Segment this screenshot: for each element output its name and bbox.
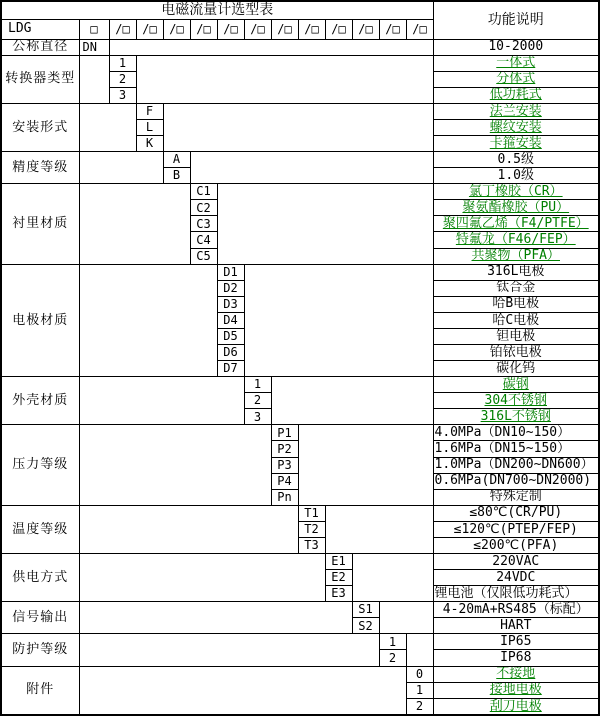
option-desc-cell: 1.0级 (433, 168, 599, 184)
spacer-cell (136, 55, 433, 103)
dn-code-cell: DN (79, 39, 109, 55)
option-desc-cell: ≤80℃(CR/PU) (433, 505, 599, 521)
option-code-cell: C2 (190, 200, 217, 216)
model-box-cell: □ (79, 19, 109, 39)
spacer-cell (244, 264, 433, 377)
option-code-cell: D3 (217, 296, 244, 312)
option-code-cell: D6 (217, 344, 244, 360)
option-code-cell: D2 (217, 280, 244, 296)
option-desc-link[interactable]: 卡箍安装 (433, 135, 599, 151)
option-desc-cell: HART (433, 618, 599, 634)
option-code-cell: 3 (244, 409, 271, 425)
option-desc-link[interactable]: 刮刀电极 (433, 698, 599, 715)
option-code-cell: T3 (298, 537, 325, 553)
option-code-cell: D7 (217, 361, 244, 377)
spacer-cell (79, 55, 109, 103)
category-label-housing: 外壳材质 (1, 377, 79, 425)
option-desc-cell: 4-20mA+RS485（标配） (433, 602, 599, 618)
model-slot-cell: /□ (352, 19, 379, 39)
spacer-cell (325, 505, 433, 553)
spacer-cell (79, 505, 298, 553)
option-desc-link[interactable]: 接地电极 (433, 682, 599, 698)
option-desc-cell: IP68 (433, 650, 599, 666)
option-desc-link[interactable]: 特氟龙（F46/FEP） (433, 232, 599, 248)
option-code-cell: D1 (217, 264, 244, 280)
option-desc-link[interactable]: 碳钢 (433, 377, 599, 393)
spacer-cell (79, 425, 271, 505)
model-slot-cell: /□ (217, 19, 244, 39)
category-label-installation: 安装形式 (1, 103, 79, 151)
option-desc-cell: 4.0MPa（DN10~150） (433, 425, 599, 441)
spacer-cell (79, 184, 190, 264)
option-code-cell: B (163, 168, 190, 184)
spacer-cell (217, 184, 433, 264)
option-desc-link[interactable]: 低功耗式 (433, 87, 599, 103)
model-slot-cell: /□ (136, 19, 163, 39)
option-code-cell: P4 (271, 473, 298, 489)
option-code-cell: 1 (244, 377, 271, 393)
category-label-accessories: 附件 (1, 666, 79, 715)
option-desc-cell: 1.0MPa（DN200~DN600） (433, 457, 599, 473)
option-code-cell: 0 (406, 666, 433, 682)
option-desc-cell: IP65 (433, 634, 599, 650)
category-label-liner: 衬里材质 (1, 184, 79, 264)
category-label-power-supply: 供电方式 (1, 554, 79, 602)
option-code-cell: D4 (217, 312, 244, 328)
option-code-cell: 2 (244, 393, 271, 409)
option-code-cell: E2 (325, 570, 352, 586)
option-code-cell: D5 (217, 328, 244, 344)
option-desc-cell: 0.6MPa(DN700~DN2000) (433, 473, 599, 489)
option-code-cell: 2 (379, 650, 406, 666)
option-code-cell: P3 (271, 457, 298, 473)
model-slot-cell: /□ (163, 19, 190, 39)
model-slot-cell: /□ (271, 19, 298, 39)
option-code-cell: P2 (271, 441, 298, 457)
model-slot-cell: /□ (379, 19, 406, 39)
spacer-cell (79, 554, 325, 602)
spacer-cell (190, 152, 433, 184)
spacer-cell (79, 666, 406, 715)
option-desc-cell: 哈B电极 (433, 296, 599, 312)
category-label-pressure: 压力等级 (1, 425, 79, 505)
model-slot-cell: /□ (325, 19, 352, 39)
spacer-cell (79, 152, 163, 184)
option-code-cell: 1 (109, 55, 136, 71)
option-desc-link[interactable]: 共聚物（PFA） (433, 248, 599, 264)
option-code-cell: S2 (352, 618, 379, 634)
option-desc-link[interactable]: 316L不锈钢 (433, 409, 599, 425)
category-label-signal-output: 信号输出 (1, 602, 79, 634)
spacer-cell (379, 602, 433, 634)
category-label-converter-type: 转换器类型 (1, 55, 79, 103)
option-desc-link[interactable]: 聚四氟乙烯（F4/PTFE） (433, 216, 599, 232)
option-desc-cell: 铂铱电极 (433, 344, 599, 360)
model-slot-cell: /□ (244, 19, 271, 39)
spacer-cell (406, 634, 433, 666)
option-desc-cell: 哈C电极 (433, 312, 599, 328)
option-code-cell: 2 (406, 698, 433, 715)
spacer-cell (79, 602, 352, 634)
option-desc-link[interactable]: 氯丁橡胶（CR） (433, 184, 599, 200)
option-desc-cell: 钛合金 (433, 280, 599, 296)
table-title: 电磁流量计选型表 (1, 1, 433, 19)
option-code-cell: Pn (271, 489, 298, 505)
option-code-cell: C1 (190, 184, 217, 200)
option-code-cell: T1 (298, 505, 325, 521)
spacer-cell (109, 39, 433, 55)
option-code-cell: T2 (298, 521, 325, 537)
spacer-cell (352, 554, 433, 602)
option-desc-cell: 特殊定制 (433, 489, 599, 505)
spacer-cell (163, 103, 433, 151)
option-code-cell: C4 (190, 232, 217, 248)
option-desc-link[interactable]: 一体式 (433, 55, 599, 71)
option-code-cell: S1 (352, 602, 379, 618)
category-label-temperature: 温度等级 (1, 505, 79, 553)
option-code-cell: C5 (190, 248, 217, 264)
function-column-header: 功能说明 (433, 1, 599, 39)
spacer-cell (79, 264, 217, 377)
option-code-cell: F (136, 103, 163, 119)
category-label-electrode: 电极材质 (1, 264, 79, 377)
option-desc-cell: 220VAC (433, 554, 599, 570)
option-desc-cell: 316L电极 (433, 264, 599, 280)
option-code-cell: K (136, 135, 163, 151)
category-label-protection: 防护等级 (1, 634, 79, 666)
option-code-cell: 1 (406, 682, 433, 698)
option-desc-cell: 锂电池（仅限低功耗式） (433, 586, 599, 602)
option-desc-link[interactable]: 法兰安装 (433, 103, 599, 119)
dn-desc-cell: 10-2000 (433, 39, 599, 55)
option-desc-link[interactable]: 304不锈钢 (433, 393, 599, 409)
option-desc-cell: ≤200℃(PFA) (433, 537, 599, 553)
model-prefix-cell: LDG (1, 19, 79, 39)
option-desc-link[interactable]: 分体式 (433, 71, 599, 87)
option-code-cell: 3 (109, 87, 136, 103)
model-slot-cell: /□ (109, 19, 136, 39)
option-code-cell: 2 (109, 71, 136, 87)
option-desc-cell: 24VDC (433, 570, 599, 586)
option-desc-cell: 钽电极 (433, 328, 599, 344)
option-code-cell: E1 (325, 554, 352, 570)
spacer-cell (271, 377, 433, 425)
option-desc-cell: ≤120℃(PTEP/FEP) (433, 521, 599, 537)
model-slot-cell: /□ (406, 19, 433, 39)
option-desc-cell: 0.5级 (433, 152, 599, 168)
spacer-cell (79, 103, 136, 151)
model-slot-cell: /□ (298, 19, 325, 39)
option-code-cell: C3 (190, 216, 217, 232)
option-code-cell: L (136, 119, 163, 135)
option-code-cell: P1 (271, 425, 298, 441)
option-code-cell: A (163, 152, 190, 168)
spacer-cell (79, 634, 379, 666)
option-desc-cell: 1.6MPa（DN15~150） (433, 441, 599, 457)
option-code-cell: E3 (325, 586, 352, 602)
spacer-cell (298, 425, 433, 505)
option-desc-cell: 碳化钨 (433, 361, 599, 377)
option-desc-link[interactable]: 聚氨酯橡胶（PU） (433, 200, 599, 216)
option-desc-link[interactable]: 螺纹安装 (433, 119, 599, 135)
model-slot-cell: /□ (190, 19, 217, 39)
option-code-cell: 1 (379, 634, 406, 650)
option-desc-link[interactable]: 不接地 (433, 666, 599, 682)
spacer-cell (79, 377, 244, 425)
category-label-dn: 公称直径 (1, 39, 79, 55)
category-label-accuracy: 精度等级 (1, 152, 79, 184)
